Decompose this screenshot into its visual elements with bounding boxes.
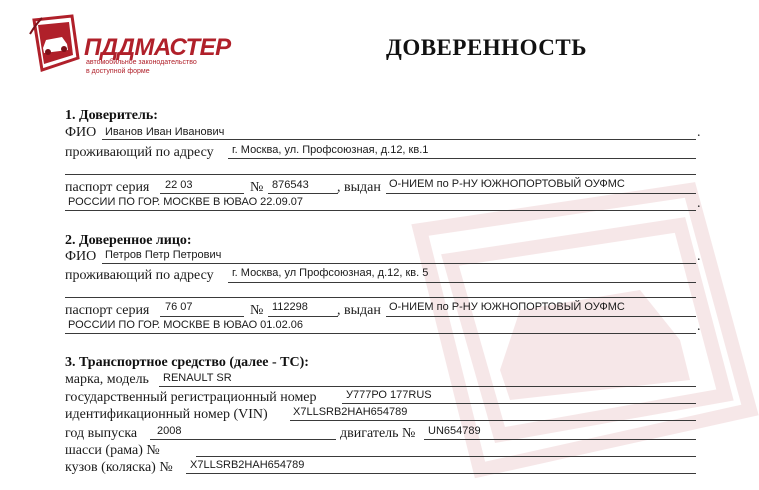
- principal-passport-series-value: 22 03: [165, 179, 193, 191]
- attorney-passport-number-line: [268, 316, 338, 317]
- attorney-address-label: проживающий по адресу: [65, 268, 214, 283]
- attorney-fio-label: ФИО: [65, 249, 97, 264]
- logo-tagline-line-2: в доступной форме: [86, 68, 150, 75]
- logo-text: ПДДМАСТЕР: [84, 34, 231, 61]
- vehicle-engine-line: [424, 439, 696, 440]
- attorney-fio-line: [102, 263, 696, 264]
- principal-heading: 1. Доверитель:: [65, 108, 158, 123]
- attorney-number-label: №: [250, 303, 264, 318]
- principal-issued-line-1: [386, 193, 696, 194]
- attorney-issued-line-2: [65, 333, 696, 334]
- logo-tagline-line-1: автомобильное законодательство: [86, 59, 197, 66]
- attorney-passport-series-value: 76 07: [165, 301, 193, 313]
- attorney-heading: 2. Доверенное лицо:: [65, 233, 192, 248]
- principal-fio-end-dot: .: [697, 125, 701, 140]
- vehicle-make-label: марка, модель: [65, 372, 149, 387]
- attorney-blank-line: [65, 297, 696, 298]
- attorney-passport-series-line: [160, 316, 244, 317]
- document-title: ДОВЕРЕННОСТЬ: [386, 35, 587, 60]
- vehicle-vin-label: идентификационный номер (VIN): [65, 407, 268, 422]
- vehicle-body-line: [186, 473, 696, 474]
- principal-address-label: проживающий по адресу: [65, 145, 214, 160]
- vehicle-vin-line: [290, 420, 696, 421]
- principal-passport-series-line: [160, 193, 244, 194]
- attorney-issued-by-1: О-НИЕМ по Р-НУ ЮЖНОПОРТОВЫЙ ОУФМС: [389, 301, 625, 313]
- attorney-address-line: [228, 282, 696, 283]
- principal-passport-series-label: паспорт серия: [65, 180, 150, 195]
- attorney-passport-series-label: паспорт серия: [65, 303, 150, 318]
- vehicle-make-line: [159, 386, 696, 387]
- attorney-issued-label: , выдан: [337, 303, 381, 318]
- vehicle-body-label: кузов (коляска) №: [65, 460, 173, 475]
- principal-passport-number-line: [268, 193, 338, 194]
- vehicle-chassis-label: шасси (рама) №: [65, 443, 160, 458]
- vehicle-reg-label: государственный регистрационный номер: [65, 390, 317, 405]
- vehicle-year-label: год выпуска: [65, 426, 138, 441]
- attorney-issued-by-2: РОССИИ ПО ГОР. МОСКВЕ В ЮВАО 01.02.06: [68, 319, 303, 331]
- principal-number-label: №: [250, 180, 264, 195]
- vehicle-year-value: 2008: [157, 425, 182, 437]
- principal-passport-number-value: 876543: [272, 179, 309, 191]
- principal-issued-line-2: [65, 210, 696, 211]
- attorney-passport-number-value: 112298: [272, 301, 308, 313]
- car-shield-icon: [28, 14, 82, 74]
- vehicle-engine-label: двигатель №: [340, 426, 416, 441]
- attorney-issued-end-dot: .: [697, 319, 701, 334]
- vehicle-make-value: RENAULT SR: [163, 372, 232, 384]
- principal-issued-by-2: РОССИИ ПО ГОР. МОСКВЕ В ЮВАО 22.09.07: [68, 196, 303, 208]
- vehicle-chassis-line: [196, 456, 696, 457]
- attorney-fio-value: Петров Петр Петрович: [105, 249, 222, 261]
- principal-issued-by-1: О-НИЕМ по Р-НУ ЮЖНОПОРТОВЫЙ ОУФМС: [389, 178, 625, 190]
- watermark-car-emblem: [390, 170, 759, 490]
- vehicle-year-line: [150, 439, 336, 440]
- principal-address-value: г. Москва, ул. Профсоюзная, д.12, кв.1: [232, 144, 429, 156]
- principal-blank-line: [65, 174, 696, 175]
- vehicle-reg-line: [342, 403, 696, 404]
- principal-fio-value: Иванов Иван Иванович: [105, 126, 225, 138]
- logo: [28, 14, 248, 78]
- attorney-fio-end-dot: .: [697, 249, 701, 264]
- principal-fio-label: ФИО: [65, 125, 97, 140]
- principal-issued-end-dot: .: [697, 196, 701, 211]
- attorney-issued-line-1: [386, 316, 696, 317]
- vehicle-engine-value: UN654789: [428, 425, 481, 437]
- principal-fio-line: [102, 139, 696, 140]
- vehicle-body-value: X7LLSRB2HAH654789: [190, 459, 305, 471]
- vehicle-vin-value: X7LLSRB2HAH654789: [293, 406, 408, 418]
- vehicle-heading: 3. Транспортное средство (далее - ТС):: [65, 355, 309, 370]
- principal-address-line: [228, 158, 696, 159]
- attorney-address-value: г. Москва, ул Профсоюзная, д.12, кв. 5: [232, 267, 429, 279]
- vehicle-reg-value: У777РО 177RUS: [346, 389, 432, 401]
- principal-issued-label: , выдан: [337, 180, 381, 195]
